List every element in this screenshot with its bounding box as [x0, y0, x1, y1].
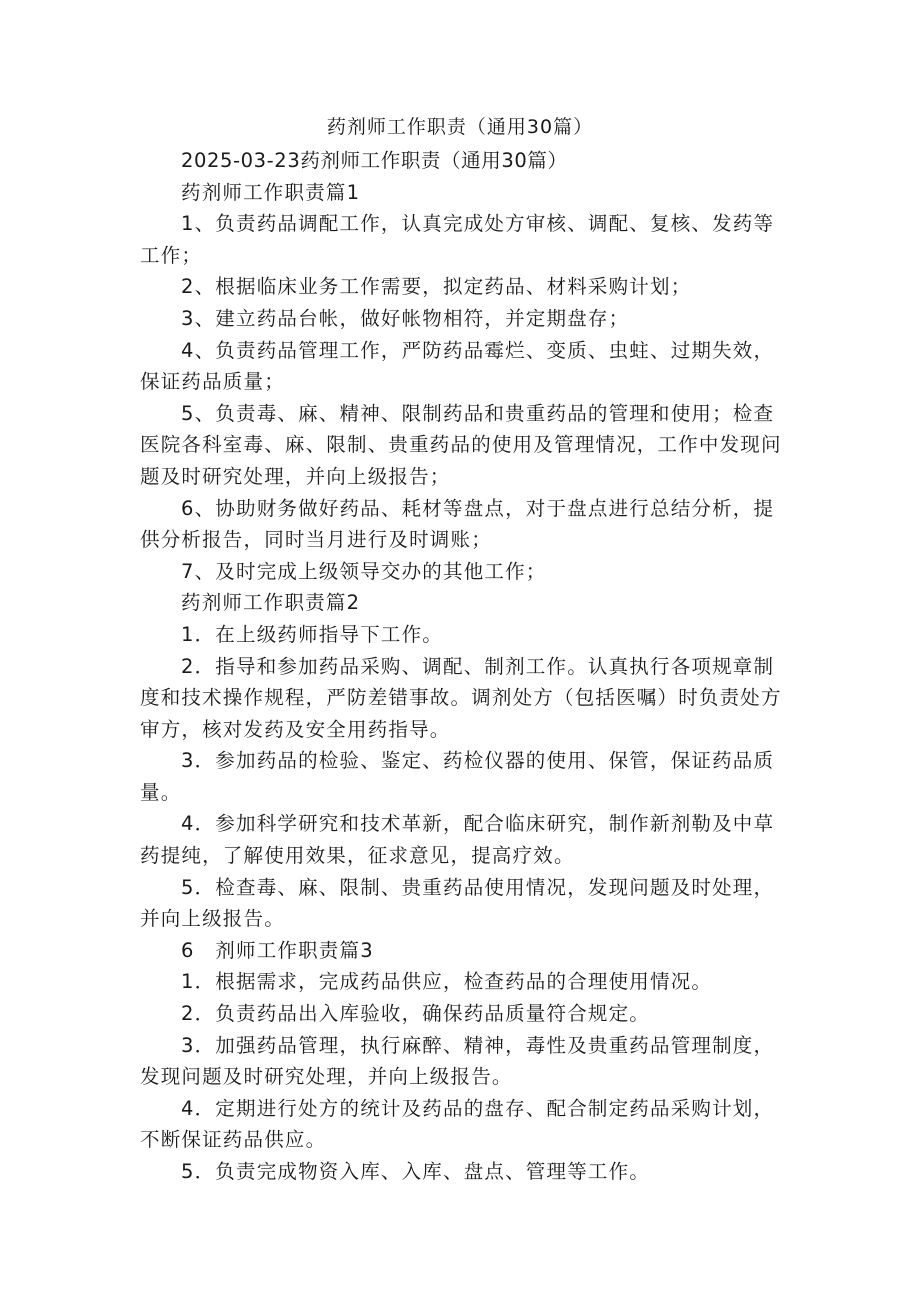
paragraph: 4．定期进行处方的统计及药品的盘存、配合制定药品采购计划，不断保证药品供应。 [140, 1096, 775, 1152]
document-title: 药剂师工作职责（通用30篇） [326, 116, 594, 138]
paragraph: 1、负责药品调配工作，认真完成处方审核、调配、复核、发药等工作； [140, 212, 775, 267]
section-heading-1: 药剂师工作职责篇1 [181, 180, 361, 204]
date-heading: 2025-03-23药剂师工作职责（通用30篇） [181, 149, 568, 172]
paragraph: 5、负责毒、麻、精神、限制药品和贵重药品的管理和使用；检查医院各科室毒、麻、限制、贵重药品的使用及管理情况，工作中发现问题及时研究处理，并向上级报告； [140, 401, 782, 488]
paragraph: 5．负责完成物资入库、入库、盘点、管理等工作。 [181, 1160, 651, 1183]
paragraph: 7、及时完成上级领导交办的其他工作； [181, 559, 547, 583]
paragraph: 3．参加药品的检验、鉴定、药检仪器的使用、保管，保证药品质量。 [140, 749, 775, 804]
paragraph: 6、协助财务做好药品、耗材等盘点，对于盘点进行总结分析，提供分析报告，同时当月进行及时调账； [140, 496, 775, 552]
paragraph: 2．指导和参加药品采购、调配、制剂工作。认真执行各项规章制度和技术操作规程，严防差错事故。调剂处方（包括医嘱）时负责处方审方，核对发药及安全用药指导。 [140, 654, 782, 741]
paragraph: 2、根据临床业务工作需要，拟定药品、材料采购计划； [181, 275, 692, 299]
paragraph: 2．负责药品出入库验收，确保药品质量符合规定。 [181, 1002, 651, 1026]
paragraph: 3．加强药品管理，执行麻醉、精神，毒性及贵重药品管理制度，发现问题及时研究处理，并向上级报告。 [140, 1033, 775, 1089]
document-body [140, 145, 790, 1188]
paragraph: 1．在上级药师指导下工作。 [181, 622, 444, 646]
paragraph: 4．参加科学研究和技术革新，配合临床研究，制作新剂勒及中草药提纯，了解使用效果，征求意见，提高疗效。 [140, 812, 775, 868]
paragraph: 3、建立药品台帐，做好帐物相符，并定期盘存； [181, 306, 630, 330]
section-heading-3: 6 剂师工作职责篇3 [181, 938, 374, 962]
paragraph: 1．根据需求，完成药品供应，检查药品的合理使用情况。 [181, 970, 713, 994]
section-heading-2: 药剂师工作职责篇2 [181, 591, 361, 615]
paragraph: 5．检查毒、麻、限制、贵重药品使用情况，发现问题及时处理，并向上级报告。 [140, 875, 775, 931]
paragraph: 4、负责药品管理工作，严防药品霉烂、变质、虫蛀、过期失效，保证药品质量； [140, 338, 775, 394]
